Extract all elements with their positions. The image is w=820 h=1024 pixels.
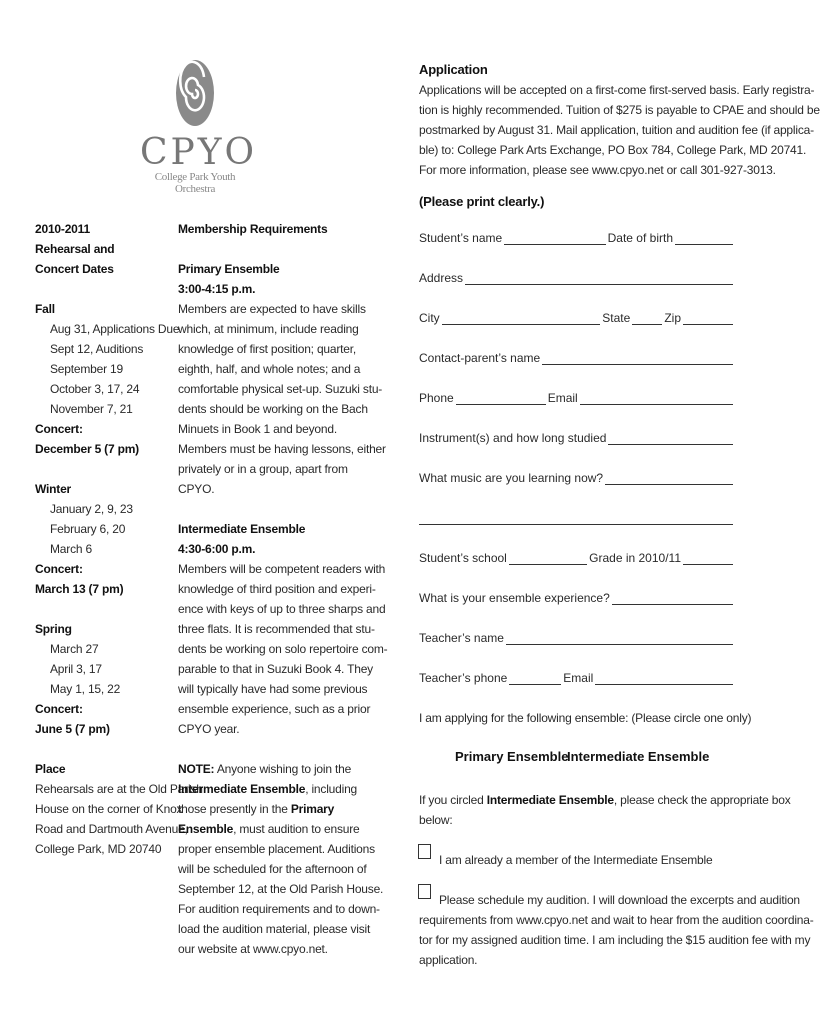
teacher-phone-label: Teacher’s phone (419, 671, 508, 685)
schedule-audition-text (419, 890, 814, 970)
application-line: ble) to: College Park Arts Exchange, PO Box 784, College Park, MD 20741. (419, 143, 807, 157)
instrument-field[interactable] (608, 432, 733, 445)
intermediate-time: 4:30-6:00 p.m. (178, 542, 256, 556)
primary-line: Members are expected to have skills (178, 302, 366, 316)
application-title: Application (419, 62, 488, 77)
primary-line: CPYO. (178, 482, 215, 496)
phone-field[interactable] (456, 392, 546, 405)
winter-date: February 6, 20 (50, 522, 126, 536)
fall-date: Sept 12, Auditions (50, 342, 144, 356)
teacher-name-field[interactable] (506, 632, 733, 645)
already-member-label: I am already a member of the Intermediate Ensemble (439, 853, 713, 867)
music-label: What music are you learning now? (419, 471, 604, 485)
teacher-phone-row (419, 668, 735, 688)
address-label: Address (419, 271, 464, 285)
winter-date: January 2, 9, 23 (50, 502, 133, 516)
applying-text: I am applying for the following ensemble: (Please circle one only) (419, 711, 752, 725)
teacher-name-row (419, 628, 735, 648)
note-line: proper ensemble placement. Auditions (178, 842, 375, 856)
school-label: Student’s school (419, 551, 507, 565)
teacher-phone-field[interactable] (509, 672, 561, 685)
spiral-logo-icon (173, 58, 217, 128)
note-line: September 12, at the Old Parish House. (178, 882, 384, 896)
schedule-audition-line: Please schedule my audition. I will download the excerpts and audition (439, 893, 800, 907)
note-line: will be scheduled for the afternoon of (178, 862, 367, 876)
already-member-checkbox[interactable] (418, 844, 431, 859)
spring-concert-label: Concert: (35, 702, 83, 716)
instrument-row (419, 428, 735, 448)
membership-heading: Membership Requirements (178, 222, 328, 236)
spring-date: March 27 (50, 642, 99, 656)
music-field-line2[interactable] (419, 512, 733, 525)
experience-row (419, 588, 735, 608)
grade-field[interactable] (683, 552, 733, 565)
place-title: Place (35, 762, 66, 776)
intermediate-line: Members will be competent readers with (178, 562, 386, 576)
primary-line: dents should be working on the Bach (178, 402, 368, 416)
place-line: College Park, MD 20740 (35, 842, 162, 856)
intermediate-line: ensemble experience, such as a prior (178, 702, 371, 716)
schedule-audition-line: tor for my assigned audition time. I am including the $15 audition fee with my (419, 933, 811, 947)
fall-date: Aug 31, Applications Due (50, 322, 180, 336)
winter-concert-date: March 13 (7 pm) (35, 582, 124, 596)
note-line: For audition requirements and to down- (178, 902, 380, 916)
circled-text: , please check the appropriate box (613, 793, 791, 807)
primary-line: eighth, half, and whole notes; and a (178, 362, 361, 376)
teacher-email-field[interactable] (595, 672, 733, 685)
spring-title: Spring (35, 622, 72, 636)
phone-label: Phone (419, 391, 454, 405)
dob-label: Date of birth (607, 231, 673, 245)
note-line (178, 759, 358, 779)
address-row (419, 268, 735, 288)
student-name-row (419, 228, 735, 248)
fall-date: November 7, 21 (50, 402, 133, 416)
logo-wordmark: CPYO (140, 132, 258, 173)
student-name-field[interactable] (504, 232, 605, 245)
fall-date: October 3, 17, 24 (50, 382, 140, 396)
zip-label: Zip (664, 311, 681, 325)
winter-title: Winter (35, 482, 72, 496)
primary-line: Minuets in Book 1 and beyond. (178, 422, 337, 436)
email-field[interactable] (580, 392, 733, 405)
note-line (178, 799, 358, 819)
intermediate-line: ence with keys of up to three sharps and (178, 602, 386, 616)
note-bold: Primary (290, 802, 335, 816)
contact-field[interactable] (542, 352, 733, 365)
fall-title: Fall (35, 302, 55, 316)
teacher-email-label: Email (563, 671, 594, 685)
note-text: those presently in the (178, 802, 291, 816)
schedule-heading: Rehearsal and (35, 242, 115, 256)
winter-date: March 6 (50, 542, 92, 556)
school-row (419, 548, 735, 568)
membership-column (178, 219, 388, 959)
state-field[interactable] (632, 312, 662, 325)
primary-title: Primary Ensemble (178, 262, 280, 276)
place-line: Rehearsals are at the Old Parish (35, 782, 203, 796)
email-label: Email (547, 391, 578, 405)
city-label: City (419, 311, 440, 325)
phone-row (419, 388, 735, 408)
schedule-heading: Concert Dates (35, 262, 114, 276)
winter-concert-label: Concert: (35, 562, 83, 576)
city-row (419, 308, 735, 328)
primary-line: knowledge of first position; quarter, (178, 342, 357, 356)
dob-field[interactable] (675, 232, 733, 245)
note-bold: Intermediate Ensemble (178, 782, 306, 796)
spring-date: April 3, 17 (50, 662, 102, 676)
note-line (178, 779, 358, 799)
note-line (178, 819, 358, 839)
grade-label: Grade in 2010/11 (589, 551, 681, 565)
primary-time: 3:00-4:15 p.m. (178, 282, 256, 296)
print-clearly: (Please print clearly.) (419, 194, 545, 209)
contact-label: Contact-parent’s name (419, 351, 541, 365)
schedule-audition-line: requirements from www.cpyo.net and wait to hear from the audition coordina- (419, 913, 814, 927)
application-line: tion is highly recommended. Tuition of $275 is payable to CPAE and should be (419, 103, 820, 117)
note-line: our website at www.cpyo.net. (178, 942, 328, 956)
zip-field[interactable] (683, 312, 733, 325)
intermediate-line: parable to that in Suzuki Book 4. They (178, 662, 373, 676)
place-line: House on the corner of Knox (35, 802, 183, 816)
circled-instructions (419, 790, 791, 830)
schedule-heading: 2010-2011 (35, 222, 90, 236)
cpyo-logo (140, 58, 258, 198)
application-line: postmarked by August 31. Mail application, tuition and audition fee (if applica- (419, 123, 814, 137)
circled-text: If you circled (419, 793, 487, 807)
circled-line (419, 790, 791, 810)
application-intro (419, 60, 820, 212)
primary-line: Members must be having lessons, either (178, 442, 386, 456)
intermediate-line: knowledge of third position and experi- (178, 582, 376, 596)
city-field[interactable] (442, 312, 601, 325)
fall-concert-label: Concert: (35, 422, 83, 436)
teacher-name-label: Teacher’s name (419, 631, 504, 645)
intermediate-line: dents be working on solo repertoire com- (178, 642, 388, 656)
note-text: , must audition to ensure (233, 822, 360, 836)
choice-intermediate-ensemble[interactable]: Intermediate Ensemble (567, 749, 710, 764)
spring-concert-date: June 5 (7 pm) (35, 722, 110, 736)
music-field[interactable] (605, 472, 733, 485)
note-label: NOTE: (178, 762, 215, 776)
fall-date: September 19 (50, 362, 123, 376)
intermediate-line: will typically have had some previous (178, 682, 368, 696)
music-row (419, 468, 735, 488)
schedule-audition-line: application. (419, 953, 478, 967)
school-field[interactable] (509, 552, 587, 565)
choice-primary-ensemble[interactable]: Primary Ensemble (455, 749, 569, 764)
music-row-continued (419, 508, 735, 528)
application-line: For more information, please see www.cpyo.net or call 301-927-3013. (419, 163, 776, 177)
logo-org-name: College Park Youth Orchestra (154, 171, 236, 195)
address-field[interactable] (465, 272, 733, 285)
primary-line: comfortable physical set-up. Suzuki stu- (178, 382, 383, 396)
student-name-label: Student’s name (419, 231, 503, 245)
contact-row (419, 348, 735, 368)
primary-line: which, at minimum, include reading (178, 322, 359, 336)
experience-field[interactable] (612, 592, 733, 605)
note-line: load the audition material, please visit (178, 922, 371, 936)
spring-date: May 1, 15, 22 (50, 682, 121, 696)
instrument-label: Instrument(s) and how long studied (419, 431, 607, 445)
intermediate-title: Intermediate Ensemble (178, 522, 306, 536)
note-text: Anyone wishing to join the (214, 762, 352, 776)
intermediate-line: CPYO year. (178, 722, 240, 736)
application-line: Applications will be accepted on a first-come first-served basis. Early registra- (419, 83, 815, 97)
circled-line: below: (419, 813, 453, 827)
primary-line: privately or in a group, apart from (178, 462, 348, 476)
fall-concert-date: December 5 (7 pm) (35, 442, 139, 456)
place-line: Road and Dartmouth Avenue, (35, 822, 188, 836)
circled-bold: Intermediate Ensemble (486, 793, 614, 807)
note-text: , including (305, 782, 358, 796)
experience-label: What is your ensemble experience? (419, 591, 610, 605)
intermediate-line: three flats. It is recommended that stu- (178, 622, 375, 636)
note-bold: Ensemble (178, 822, 234, 836)
state-label: State (602, 311, 631, 325)
